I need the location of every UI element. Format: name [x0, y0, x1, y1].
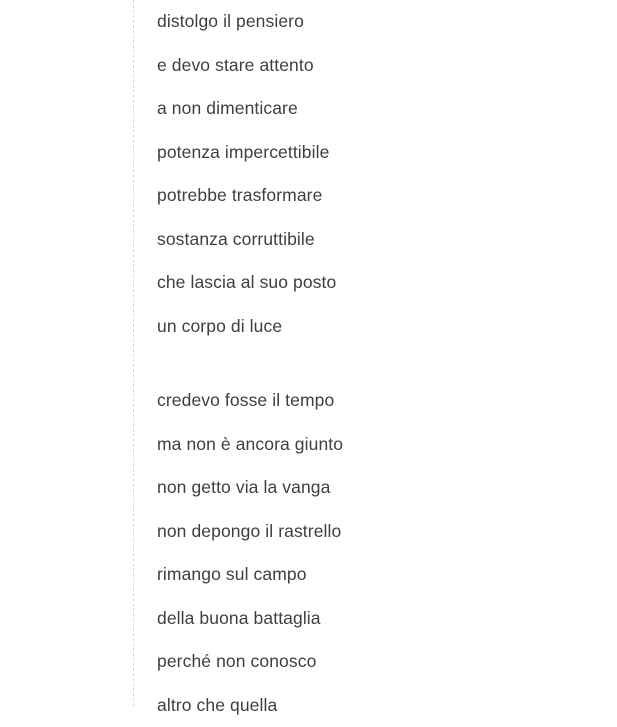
- poem-line: non getto via la vanga: [157, 466, 597, 510]
- poem-line: credevo fosse il tempo: [157, 379, 597, 423]
- poem-line: rimango sul campo: [157, 553, 597, 597]
- poem-stanza: [157, 0, 597, 348]
- poem-line: non depongo il rastrello: [157, 510, 597, 554]
- poem-line: distolgo il pensiero: [157, 0, 597, 44]
- poem-line: sostanza corruttibile: [157, 218, 597, 262]
- poem-line: potenza impercettibile: [157, 131, 597, 175]
- poem-line: altro che quella: [157, 684, 597, 727]
- poem-line: a non dimenticare: [157, 87, 597, 131]
- poem-line: perché non conosco: [157, 640, 597, 684]
- poem-line: e devo stare attento: [157, 44, 597, 88]
- poem-line: un corpo di luce: [157, 305, 597, 349]
- poem-line: ma non è ancora giunto: [157, 423, 597, 467]
- poem-text-column: [157, 0, 597, 727]
- poem-line: della buona battaglia: [157, 597, 597, 641]
- poem-stanza: [157, 379, 597, 727]
- poem-line: che lascia al suo posto: [157, 261, 597, 305]
- gutter-divider: [133, 0, 134, 706]
- poem-line: potrebbe trasformare: [157, 174, 597, 218]
